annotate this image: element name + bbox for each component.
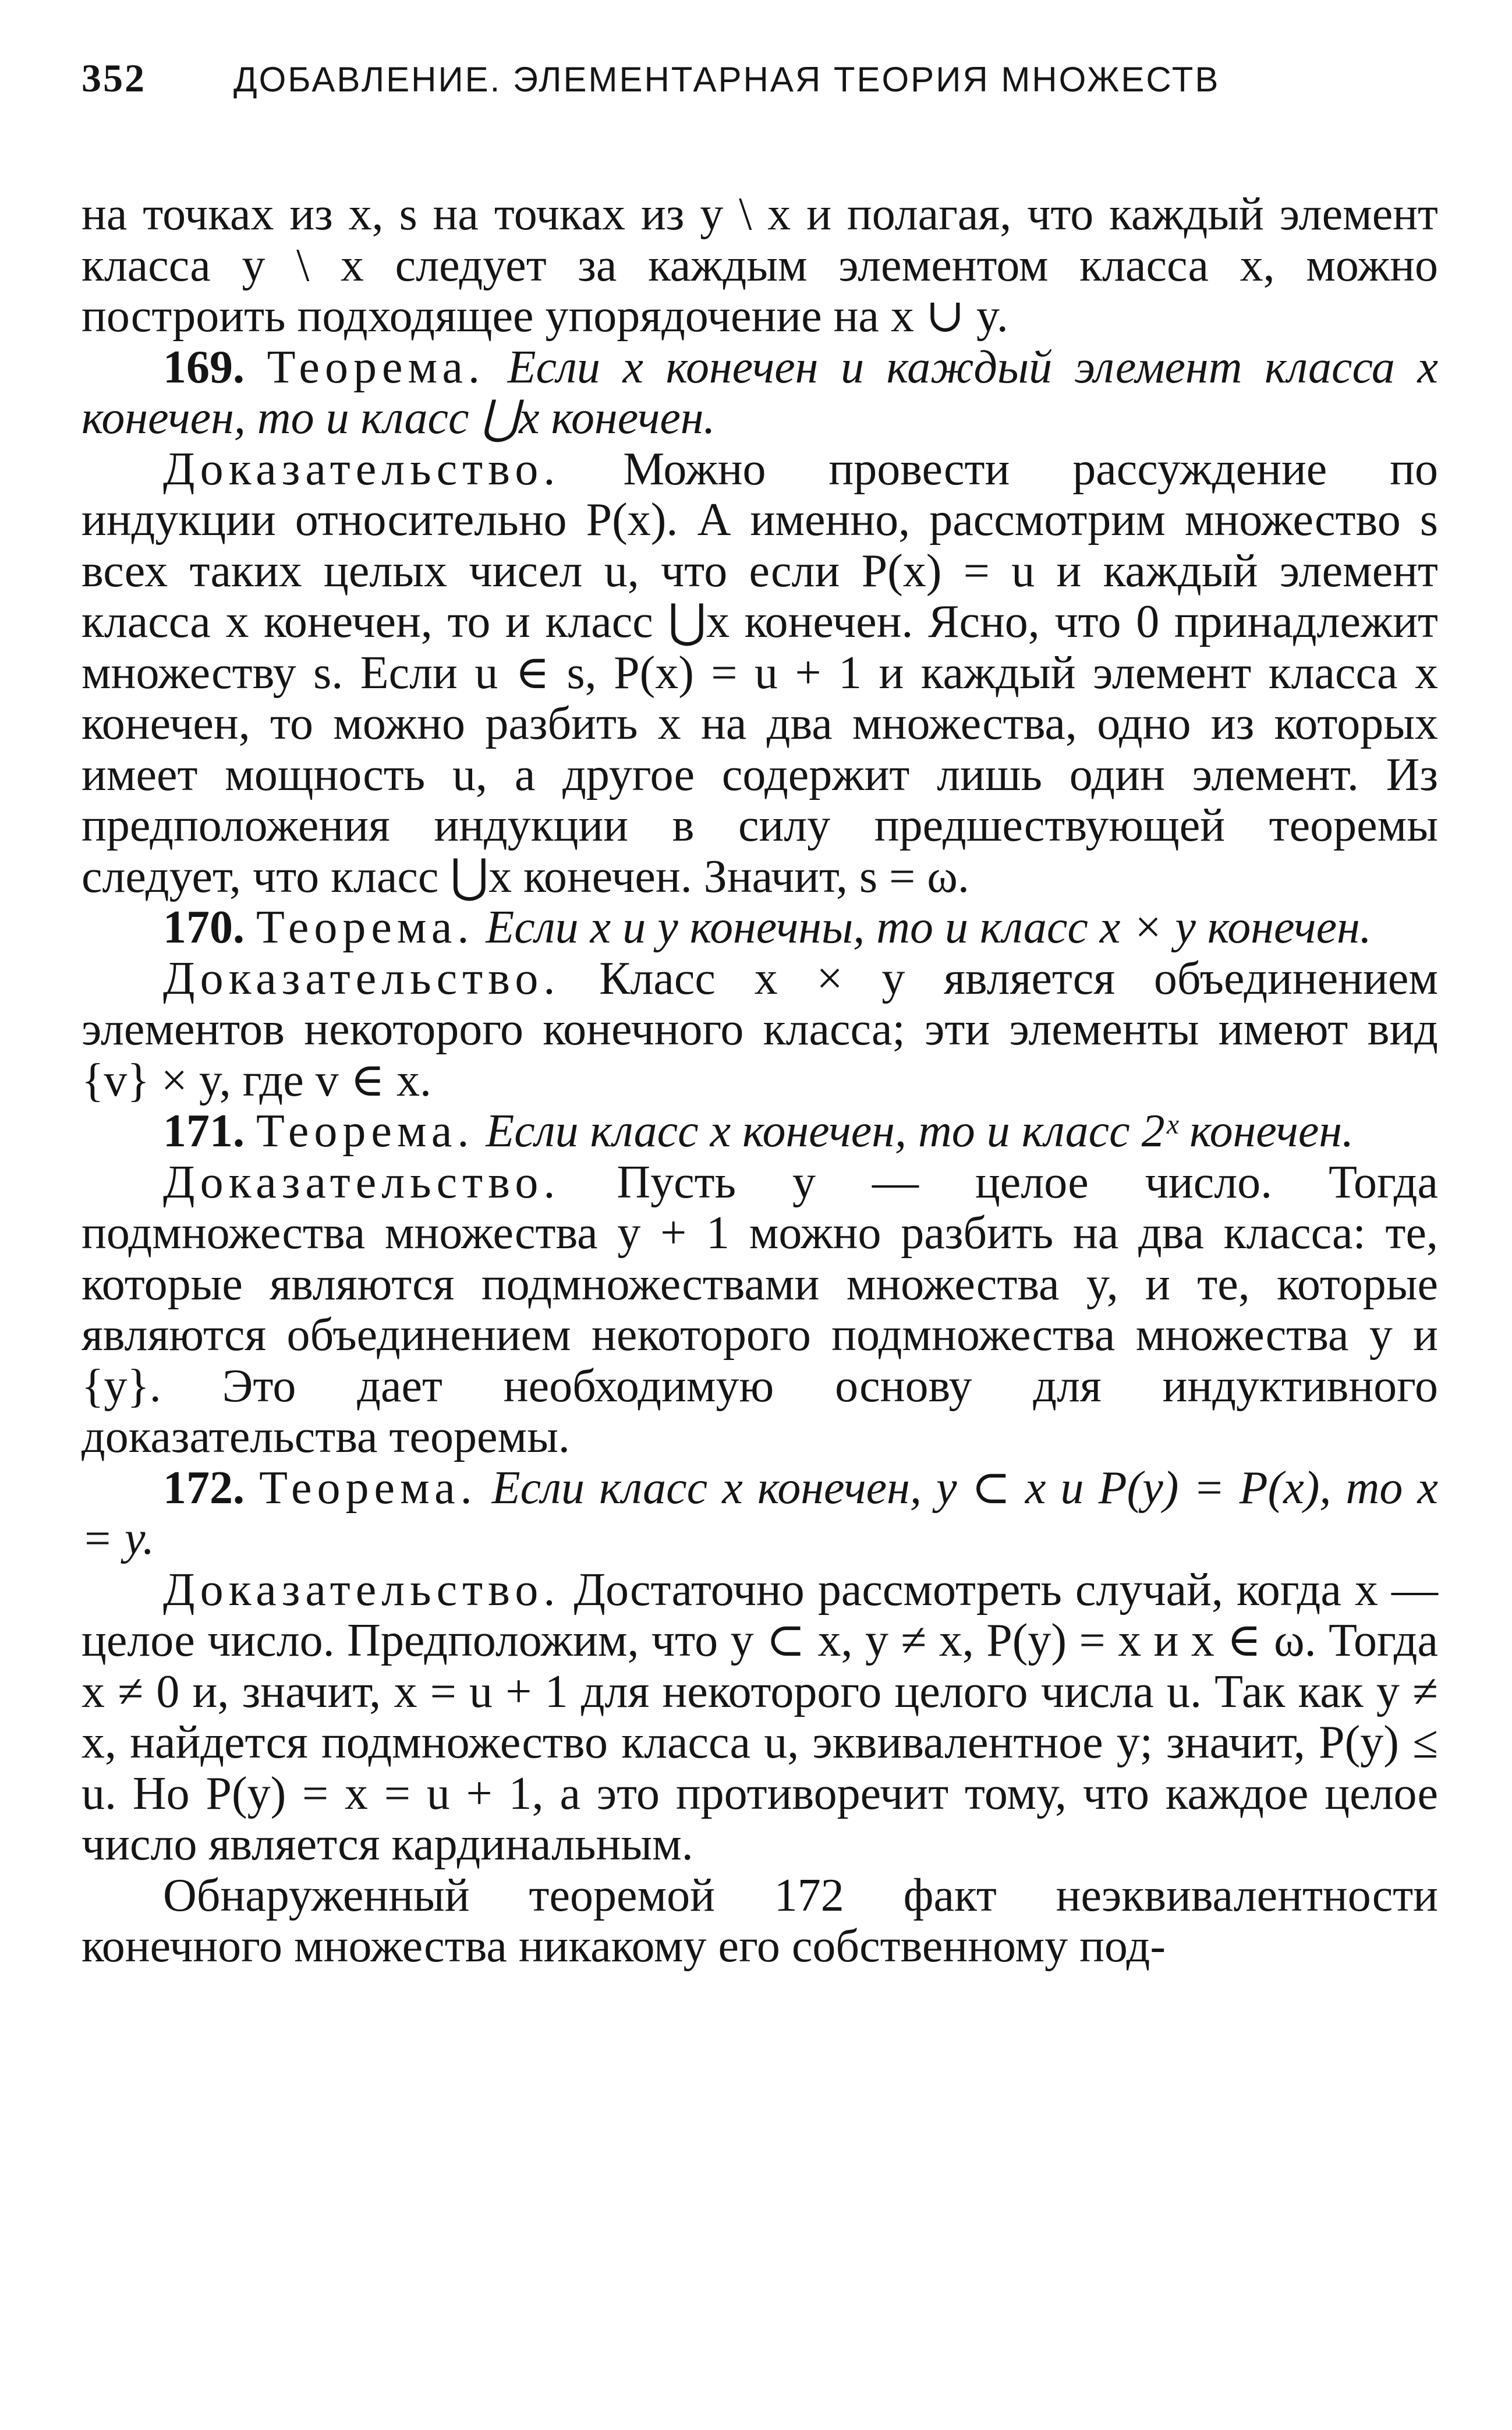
theorem-statement: Если x конечен и каждый элемент класса x конечен, то и класс ⋃x конечен. — [82, 341, 1439, 444]
proof-text: Пусть y — целое число. Тогда подмножества множества y + 1 можно разбить на два класса: те, которые являются подмножествами множества y, и те, которые являются объединением некоторого подмножества множества y и {y}. Это дает необходимую основу для индуктивного доказательства теоремы. — [82, 1156, 1439, 1462]
running-head — [82, 55, 1438, 111]
running-title: ДОБАВЛЕНИЕ. ЭЛЕМЕНТАРНАЯ ТЕОРИЯ МНОЖЕСТВ — [233, 60, 1220, 99]
page-number: 352 — [82, 56, 146, 100]
proof-171 — [82, 1157, 1438, 1463]
proof-label: Доказательство. — [163, 1564, 561, 1616]
document-page — [82, 55, 1438, 1972]
theorem-statement: Если класс x конечен, то и класс 2ˣ конечен. — [486, 1106, 1354, 1157]
proof-172 — [82, 1565, 1438, 1871]
continuation-paragraph — [82, 189, 1438, 342]
theorem-171 — [82, 1106, 1438, 1157]
proof-text: Класс x × y является объединением элементов некоторого конечного класса; эти элементы имеют вид {v} × y, где v ∈ x. — [82, 952, 1439, 1106]
proof-label: Доказательство. — [163, 1156, 561, 1208]
paragraph-text: Обнаруженный теоремой 172 факт неэквивалентности конечного множества никакому его собственному под- — [82, 1869, 1438, 1972]
theorem-169 — [82, 342, 1438, 444]
theorem-label: Теорема. — [256, 902, 475, 953]
paragraph-text: на точках из x, s на точках из y \ x и полагая, что каждый элемент класса y \ x следует за каждым элементом класса x, можно построить подходящее упорядочение на x ∪ y. — [82, 189, 1438, 342]
theorem-number: 170. — [163, 902, 245, 953]
proof-text: Можно провести рассуждение по индукции относительно P(x). А именно, рассмотрим множество s всех таких целых чисел u, что если P(x) = u и каждый элемент класса x конечен, то и класс ⋃x конечен. Ясно, что 0 принадлежит множеству s. Если u ∈ s, P(x) = u + 1 и каждый элемент класса x конечен, то можно разбить x на два множества, одно из которых имеет мощность u, а другое содержит лишь один элемент. Из предположения индукции в силу предшествующей теоремы следует, что класс ⋃x конечен. Значит, s = ω. — [82, 443, 1438, 902]
theorem-170 — [82, 902, 1438, 954]
theorem-statement: Если класс x конечен, y ⊂ x и P(y) = P(x), то x = y. — [82, 1462, 1438, 1564]
theorem-label: Теорема. — [256, 1106, 475, 1157]
theorem-number: 169. — [163, 341, 245, 393]
theorem-label: Теорема. — [267, 341, 486, 393]
proof-170 — [82, 954, 1438, 1107]
theorem-number: 171. — [163, 1106, 245, 1157]
theorem-statement: Если x и y конечны, то и класс x × y конечен. — [486, 902, 1372, 953]
proof-label: Доказательство. — [163, 443, 561, 495]
theorem-number: 172. — [163, 1462, 245, 1514]
proof-label: Доказательство. — [163, 952, 561, 1004]
theorem-172 — [82, 1463, 1438, 1565]
closing-paragraph — [82, 1871, 1438, 1972]
theorem-label: Теорема. — [259, 1462, 477, 1514]
proof-169 — [82, 444, 1438, 903]
proof-text: Достаточно рассмотреть случай, когда x — целое число. Предположим, что y ⊂ x, y ≠ x, P(y) = x и x ∈ ω. Тогда x ≠ 0 и, значит, x = u + 1 для некоторого целого числа u. Так как y ≠ x, найдется подмножество класса u, эквивалентное y; значит, P(y) ≤ u. Но P(y) = x = u + 1, а это противоречит тому, что каждое целое число является кардинальным. — [82, 1564, 1439, 1870]
body-text — [82, 189, 1438, 1972]
